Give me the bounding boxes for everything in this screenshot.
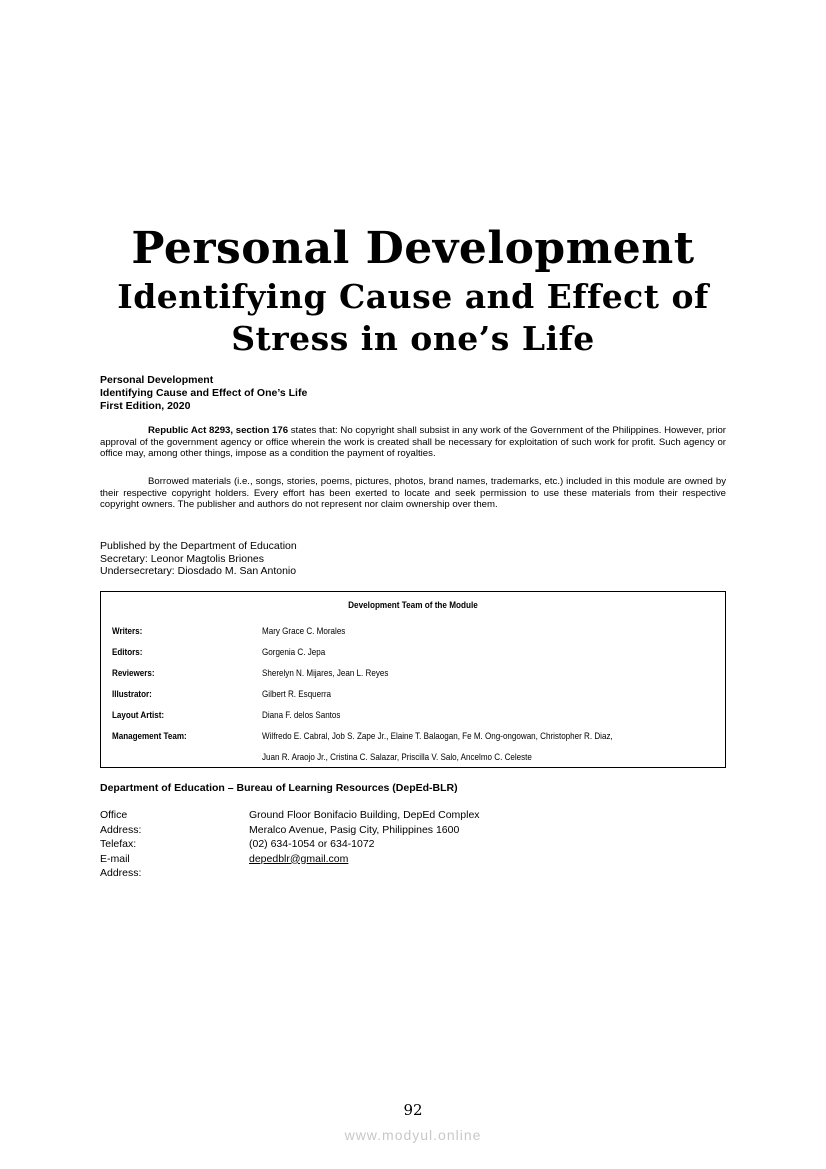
- borrowed-text: Borrowed materials (i.e., songs, stories, poems, pictures, photos, brand names, trademarks, etc.) included in this module are owned by their respective copyright holders. Every effort has been exerted to locate and seek permission to use these materials from their respective copyright owners. The publisher and authors do not represent nor claim ownership over them.: [100, 476, 726, 511]
- cover-title: [0, 222, 826, 360]
- secretary: Secretary: Leonor Magtolis Briones: [100, 552, 264, 565]
- publisher-info: [100, 540, 297, 578]
- team-names: Diana F. delos Santos: [262, 709, 341, 720]
- borrowed-paragraph: [100, 476, 726, 511]
- office-label: Office Address:: [100, 809, 142, 836]
- team-role: Illustrator:: [112, 688, 152, 699]
- team-names: Wilfredo E. Cabral, Job S. Zape Jr., Elaine T. Balaogan, Fe M. Ong-ongowan, Christopher R. Diaz,: [262, 730, 613, 741]
- team-role: Writers:: [112, 625, 143, 636]
- meta-edition: First Edition, 2020: [100, 400, 191, 412]
- team-names: Sherelyn N. Mijares, Jean L. Reyes: [262, 667, 389, 678]
- meta-module-title: Identifying Cause and Effect of One’s Life: [100, 387, 308, 399]
- title-line-1: Personal Development: [131, 223, 695, 274]
- development-team-box: [100, 591, 726, 768]
- team-role: Layout Artist:: [112, 709, 165, 720]
- telefax-value: (02) 634-1054 or 634-1072: [249, 838, 375, 850]
- team-heading: Development Team of the Module: [348, 600, 478, 611]
- title-line-2: Identifying Cause and Effect of: [117, 277, 709, 316]
- undersecretary: Undersecretary: Diosdado M. San Antonio: [100, 565, 297, 577]
- team-role: Reviewers:: [112, 667, 155, 678]
- team-names: Gilbert R. Esquerra: [262, 688, 332, 699]
- deped-heading: Department of Education – Bureau of Learning Resources (DepEd-BLR): [100, 782, 458, 794]
- team-names: Gorgenia C. Jepa: [262, 646, 326, 657]
- title-line-3: Stress in one’s Life: [231, 319, 595, 358]
- published-by: Published by the Department of Education: [100, 540, 297, 552]
- page-number: 92: [403, 1101, 423, 1119]
- email-label: E-mail Address:: [100, 852, 142, 879]
- module-meta: [100, 374, 307, 413]
- watermark: www.modyul.online: [344, 1127, 482, 1143]
- team-role: Management Team:: [112, 730, 187, 741]
- email-link[interactable]: depedblr@gmail.com: [249, 852, 349, 865]
- team-role: Editors:: [112, 646, 143, 657]
- copyright-law-text: states that: No copyright shall subsist in any work of the Government of the Philippines. However, prior approval of the government agency or office wherein the work is created shall be necessary for exploitation of such work for profit. Such agency or office may, among other things, impose as a condition the payment of royalties.: [100, 425, 726, 460]
- copyright-paragraph: [100, 425, 726, 460]
- telefax-label: Telefax:: [100, 838, 137, 850]
- meta-subject: Personal Development: [100, 374, 214, 386]
- office-line-2: Meralco Avenue, Pasig City, Philippines 1600: [249, 823, 460, 836]
- team-names: Mary Grace C. Morales: [262, 625, 346, 636]
- copyright-law: Republic Act 8293, section 176: [148, 425, 289, 436]
- office-line-1: Ground Floor Bonifacio Building, DepEd Complex: [249, 809, 480, 821]
- team-names: Juan R. Araojo Jr., Cristina C. Salazar, Priscilla V. Salo, Ancelmo C. Celeste: [262, 751, 532, 762]
